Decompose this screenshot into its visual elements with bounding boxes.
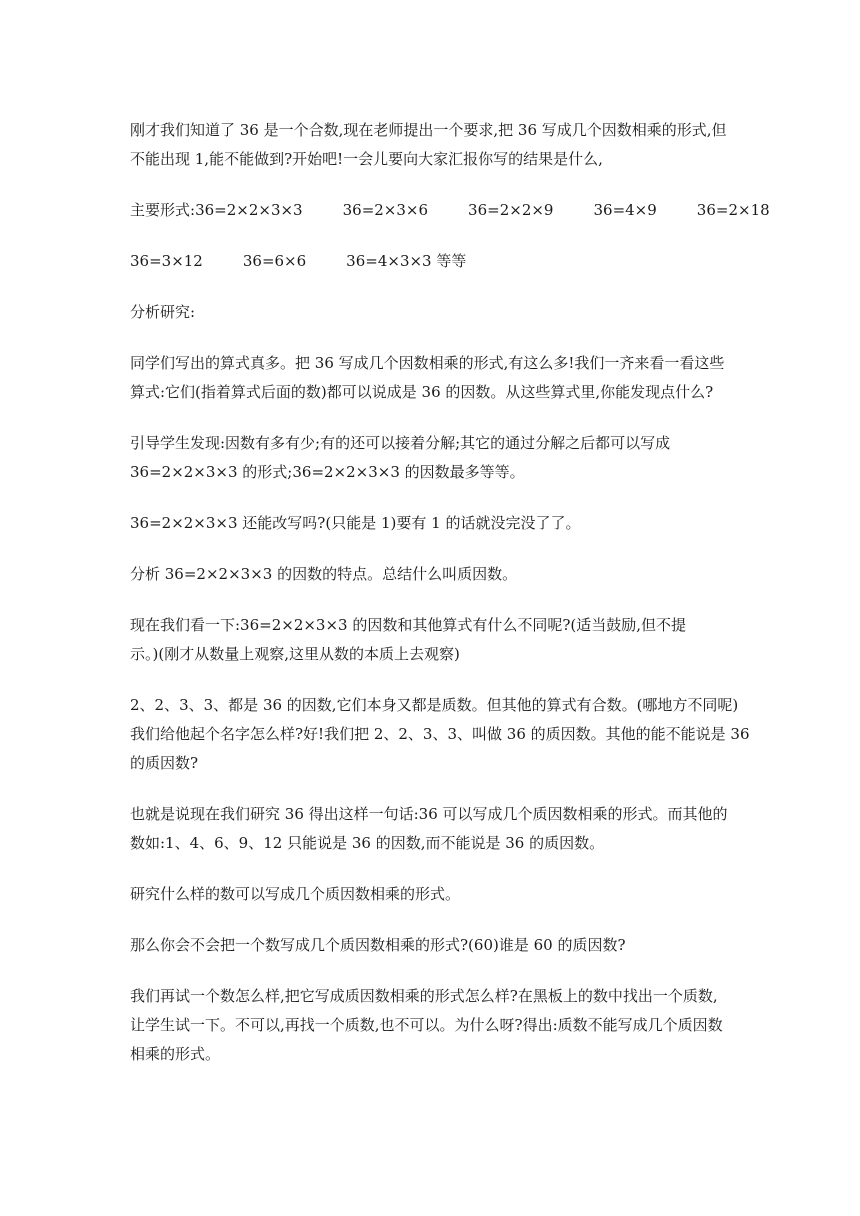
text-line: 数如:1、4、6、9、12 只能说是 36 的因数,而不能说是 36 的质因数。 — [130, 834, 605, 852]
text-line: 36=2×2×3×3 的形式;36=2×2×3×3 的因数最多等等。 — [130, 463, 525, 481]
text-line: 36=2×2×3×3 还能改写吗?(只能是 1)要有 1 的话就没完没了了。 — [130, 514, 581, 532]
document-body — [130, 116, 770, 1091]
text-line: 不能出现 1,能不能做到?开始吧!一会儿要向大家汇报你写的结果是什么, — [130, 150, 603, 168]
text-line: 引导学生发现:因数有多有少;有的还可以接着分解;其它的通过分解之后都可以写成 — [130, 434, 671, 452]
paragraph-prime-test — [130, 982, 740, 1069]
forms-lead-label: 主要形式: — [130, 201, 196, 219]
text-line: 研究什么样的数可以写成几个质因数相乘的形式。 — [130, 885, 461, 903]
paragraph-research — [130, 880, 740, 909]
paragraph-summary — [130, 560, 740, 589]
factor-form: 36=2×18 — [696, 201, 770, 219]
paragraph-sixty — [130, 931, 740, 960]
factor-form: 36=4×3×3 等等 — [346, 252, 467, 270]
paragraph-guide — [130, 429, 740, 487]
text-line: 刚才我们知道了 36 是一个合数,现在老师提出一个要求,把 36 写成几个因数相乘的形式,但 — [130, 121, 727, 139]
factor-forms-row-2 — [130, 247, 740, 276]
factor-form: 36=3×12 — [130, 252, 203, 270]
text-line: 我们再试一个数怎么样,把它写成质因数相乘的形式怎么样?在黑板上的数中找出一个质数, — [130, 987, 718, 1005]
text-line: 现在我们看一下:36=2×2×3×3 的因数和其他算式有什么不同呢?(适当鼓励,但不提 — [130, 616, 687, 634]
text-line: 也就是说现在我们研究 36 得出这样一句话:36 可以写成几个质因数相乘的形式。而其他的 — [130, 805, 728, 823]
text-line: 的质因数? — [130, 754, 199, 772]
factor-form: 36=2×3×6 — [342, 201, 429, 219]
text-line: 算式:它们(指着算式后面的数)都可以说成是 36 的因数。从这些算式里,你能发现点什么? — [130, 383, 714, 401]
text-line: 让学生试一下。不可以,再找一个质数,也不可以。为什么呀?得出:质数不能写成几个质因数 — [130, 1016, 723, 1034]
factor-form: 36=4×9 — [593, 201, 657, 219]
paragraph-intro — [130, 116, 740, 174]
text-line: 2、2、3、3、都是 36 的因数,它们本身又都是质数。但其他的算式有合数。(哪地方不同呢) — [130, 696, 739, 714]
factor-form: 36=2×2×9 — [468, 201, 554, 219]
paragraph-observe — [130, 349, 740, 407]
text-line: 相乘的形式。 — [130, 1045, 221, 1063]
factor-form: 36=6×6 — [242, 252, 307, 270]
paragraph-rewrite — [130, 509, 740, 538]
factor-form: 36=2×2×3×3 — [195, 201, 303, 219]
paragraph-prime-factors — [130, 691, 750, 778]
text-line: 那么你会不会把一个数写成几个质因数相乘的形式?(60)谁是 60 的质因数? — [130, 936, 626, 954]
paragraph-conclusion — [130, 800, 740, 858]
text-line: 同学们写出的算式真多。把 36 写成几个因数相乘的形式,有这么多!我们一齐来看一看这些 — [130, 354, 725, 372]
paragraph-compare — [130, 611, 740, 669]
factor-forms-row-1 — [130, 196, 770, 225]
text-line: 示。)(刚才从数量上观察,这里从数的本质上去观察) — [130, 645, 460, 663]
analysis-heading: 分析研究: — [130, 303, 196, 321]
text-line: 分析 36=2×2×3×3 的因数的特点。总结什么叫质因数。 — [130, 565, 518, 583]
text-line: 我们给他起个名字怎么样?好!我们把 2、2、3、3、叫做 36 的质因数。其他的能不能说是 36 — [130, 725, 750, 743]
